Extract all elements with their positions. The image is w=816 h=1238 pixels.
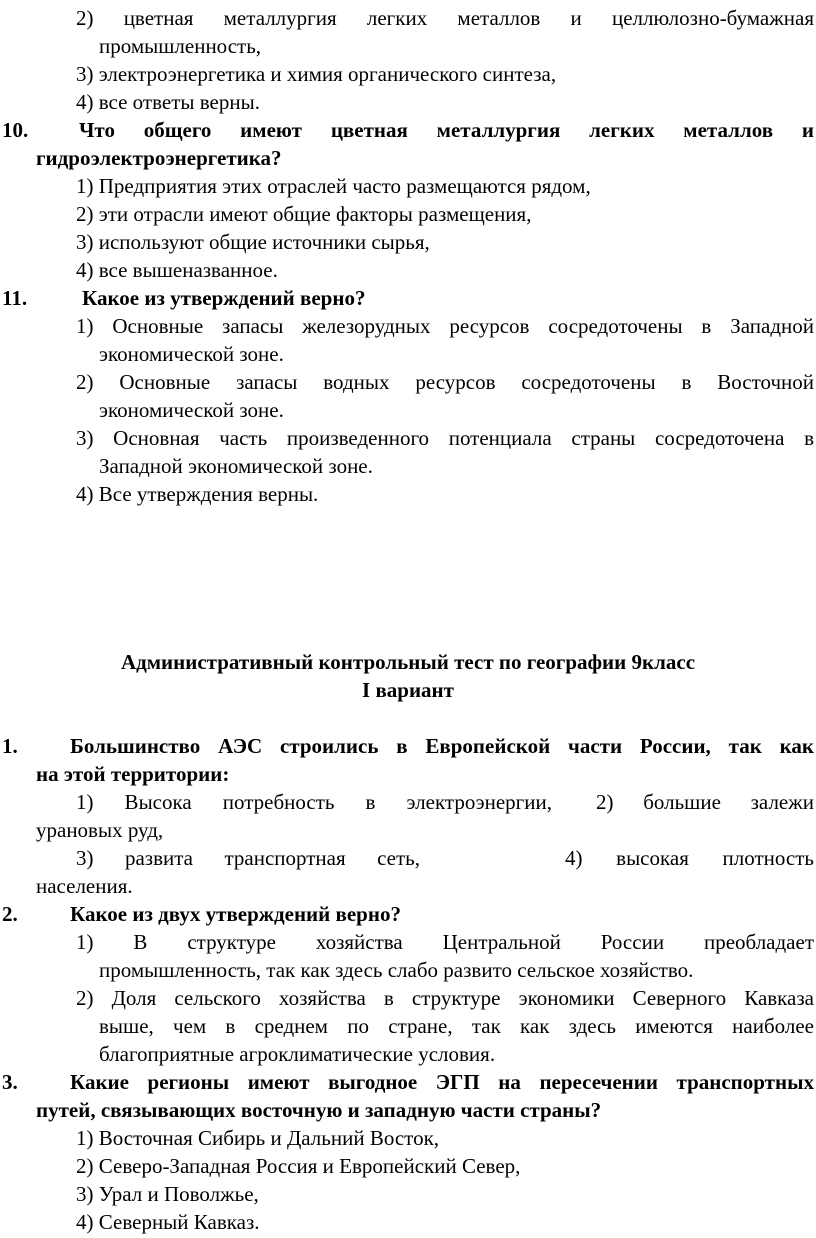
- t1-text-line-2: на этой территории:: [36, 762, 230, 786]
- q10-text-line-1: Что общего имеют цветная металлургия легких металлов и: [79, 118, 814, 142]
- t2-option-1-line-1: 1) В структуре хозяйства Центральной России преобладает: [76, 930, 814, 954]
- t3-option-4: 4) Северный Кавказ.: [76, 1210, 260, 1234]
- t3-option-3: 3) Урал и Поволжье,: [76, 1182, 259, 1206]
- t1-option-4-cont: населения.: [36, 874, 133, 898]
- q10-option-4: 4) все вышеназванное.: [76, 258, 278, 282]
- t2-option-2-line-1: 2) Доля сельского хозяйства в структуре экономики Северного Кавказа: [76, 986, 814, 1010]
- t1-option-2-cont: урановых руд,: [36, 818, 164, 842]
- t2-option-2-line-2: выше, чем в среднем по стране, так как здесь имеются наиболее: [99, 1014, 814, 1038]
- t1-option-2: 2) большие залежи: [596, 790, 814, 814]
- q9-option-4: 4) все ответы верны.: [76, 90, 260, 114]
- test-title: Административный контрольный тест по географии 9класс: [120, 650, 696, 674]
- t3-option-2: 2) Северо-Западная Россия и Европейский Север,: [76, 1154, 521, 1178]
- q9-option-2-line-2: промышленность,: [99, 34, 262, 58]
- q10-option-1: 1) Предприятия этих отраслей часто размещаются рядом,: [76, 174, 591, 198]
- t1-option-1: 1) Высока потребность в электроэнергии,: [76, 790, 552, 814]
- q11-option-4: 4) Все утверждения верны.: [76, 482, 319, 506]
- q11-option-3-line-1: 3) Основная часть произведенного потенциала страны сосредоточена в: [76, 426, 814, 450]
- t1-option-3: 3) развита транспортная сеть,: [76, 846, 420, 870]
- t1-option-4: 4) высокая плотность: [565, 846, 814, 870]
- q11-text: Какое из утверждений верно?: [82, 286, 366, 310]
- q11-option-1-line-1: 1) Основные запасы железорудных ресурсов сосредоточены в Западной: [76, 314, 814, 338]
- q11-option-2-line-1: 2) Основные запасы водных ресурсов сосредоточены в Восточной: [76, 370, 814, 394]
- q10-option-2: 2) эти отрасли имеют общие факторы размещения,: [76, 202, 532, 226]
- q9-option-2-line-1: 2) цветная металлургия легких металлов и целлюлозно-бумажная: [76, 6, 814, 30]
- t3-number: 3.: [2, 1070, 18, 1094]
- q10-text-line-2: гидроэлектроэнергетика?: [36, 146, 282, 170]
- t2-option-1-line-2: промышленность, так как здесь слабо развито сельское хозяйство.: [99, 958, 694, 982]
- t3-text-line-2: путей, связывающих восточную и западную части страны?: [36, 1098, 602, 1122]
- q9-option-3: 3) электроэнергетика и химия органического синтеза,: [76, 62, 557, 86]
- t3-text-line-1: Какие регионы имеют выгодное ЭГП на пересечении транспортных: [70, 1070, 814, 1094]
- q11-number: 11.: [2, 286, 28, 310]
- q10-option-3: 3) используют общие источники сырья,: [76, 230, 430, 254]
- q11-option-3-line-2: Западной экономической зоне.: [99, 454, 373, 478]
- t1-number: 1.: [2, 734, 18, 758]
- t2-text: Какое из двух утверждений верно?: [70, 902, 401, 926]
- test-variant: I вариант: [362, 678, 454, 702]
- t1-text-line-1: Большинство АЭС строились в Европейской части России, так как: [70, 734, 814, 758]
- t2-option-2-line-3: благоприятные агроклиматические условия.: [99, 1042, 496, 1066]
- q10-number: 10.: [2, 118, 29, 142]
- q11-option-1-line-2: экономической зоне.: [99, 342, 284, 366]
- t3-option-1: 1) Восточная Сибирь и Дальний Восток,: [76, 1126, 440, 1150]
- t2-number: 2.: [2, 902, 18, 926]
- q11-option-2-line-2: экономической зоне.: [99, 398, 284, 422]
